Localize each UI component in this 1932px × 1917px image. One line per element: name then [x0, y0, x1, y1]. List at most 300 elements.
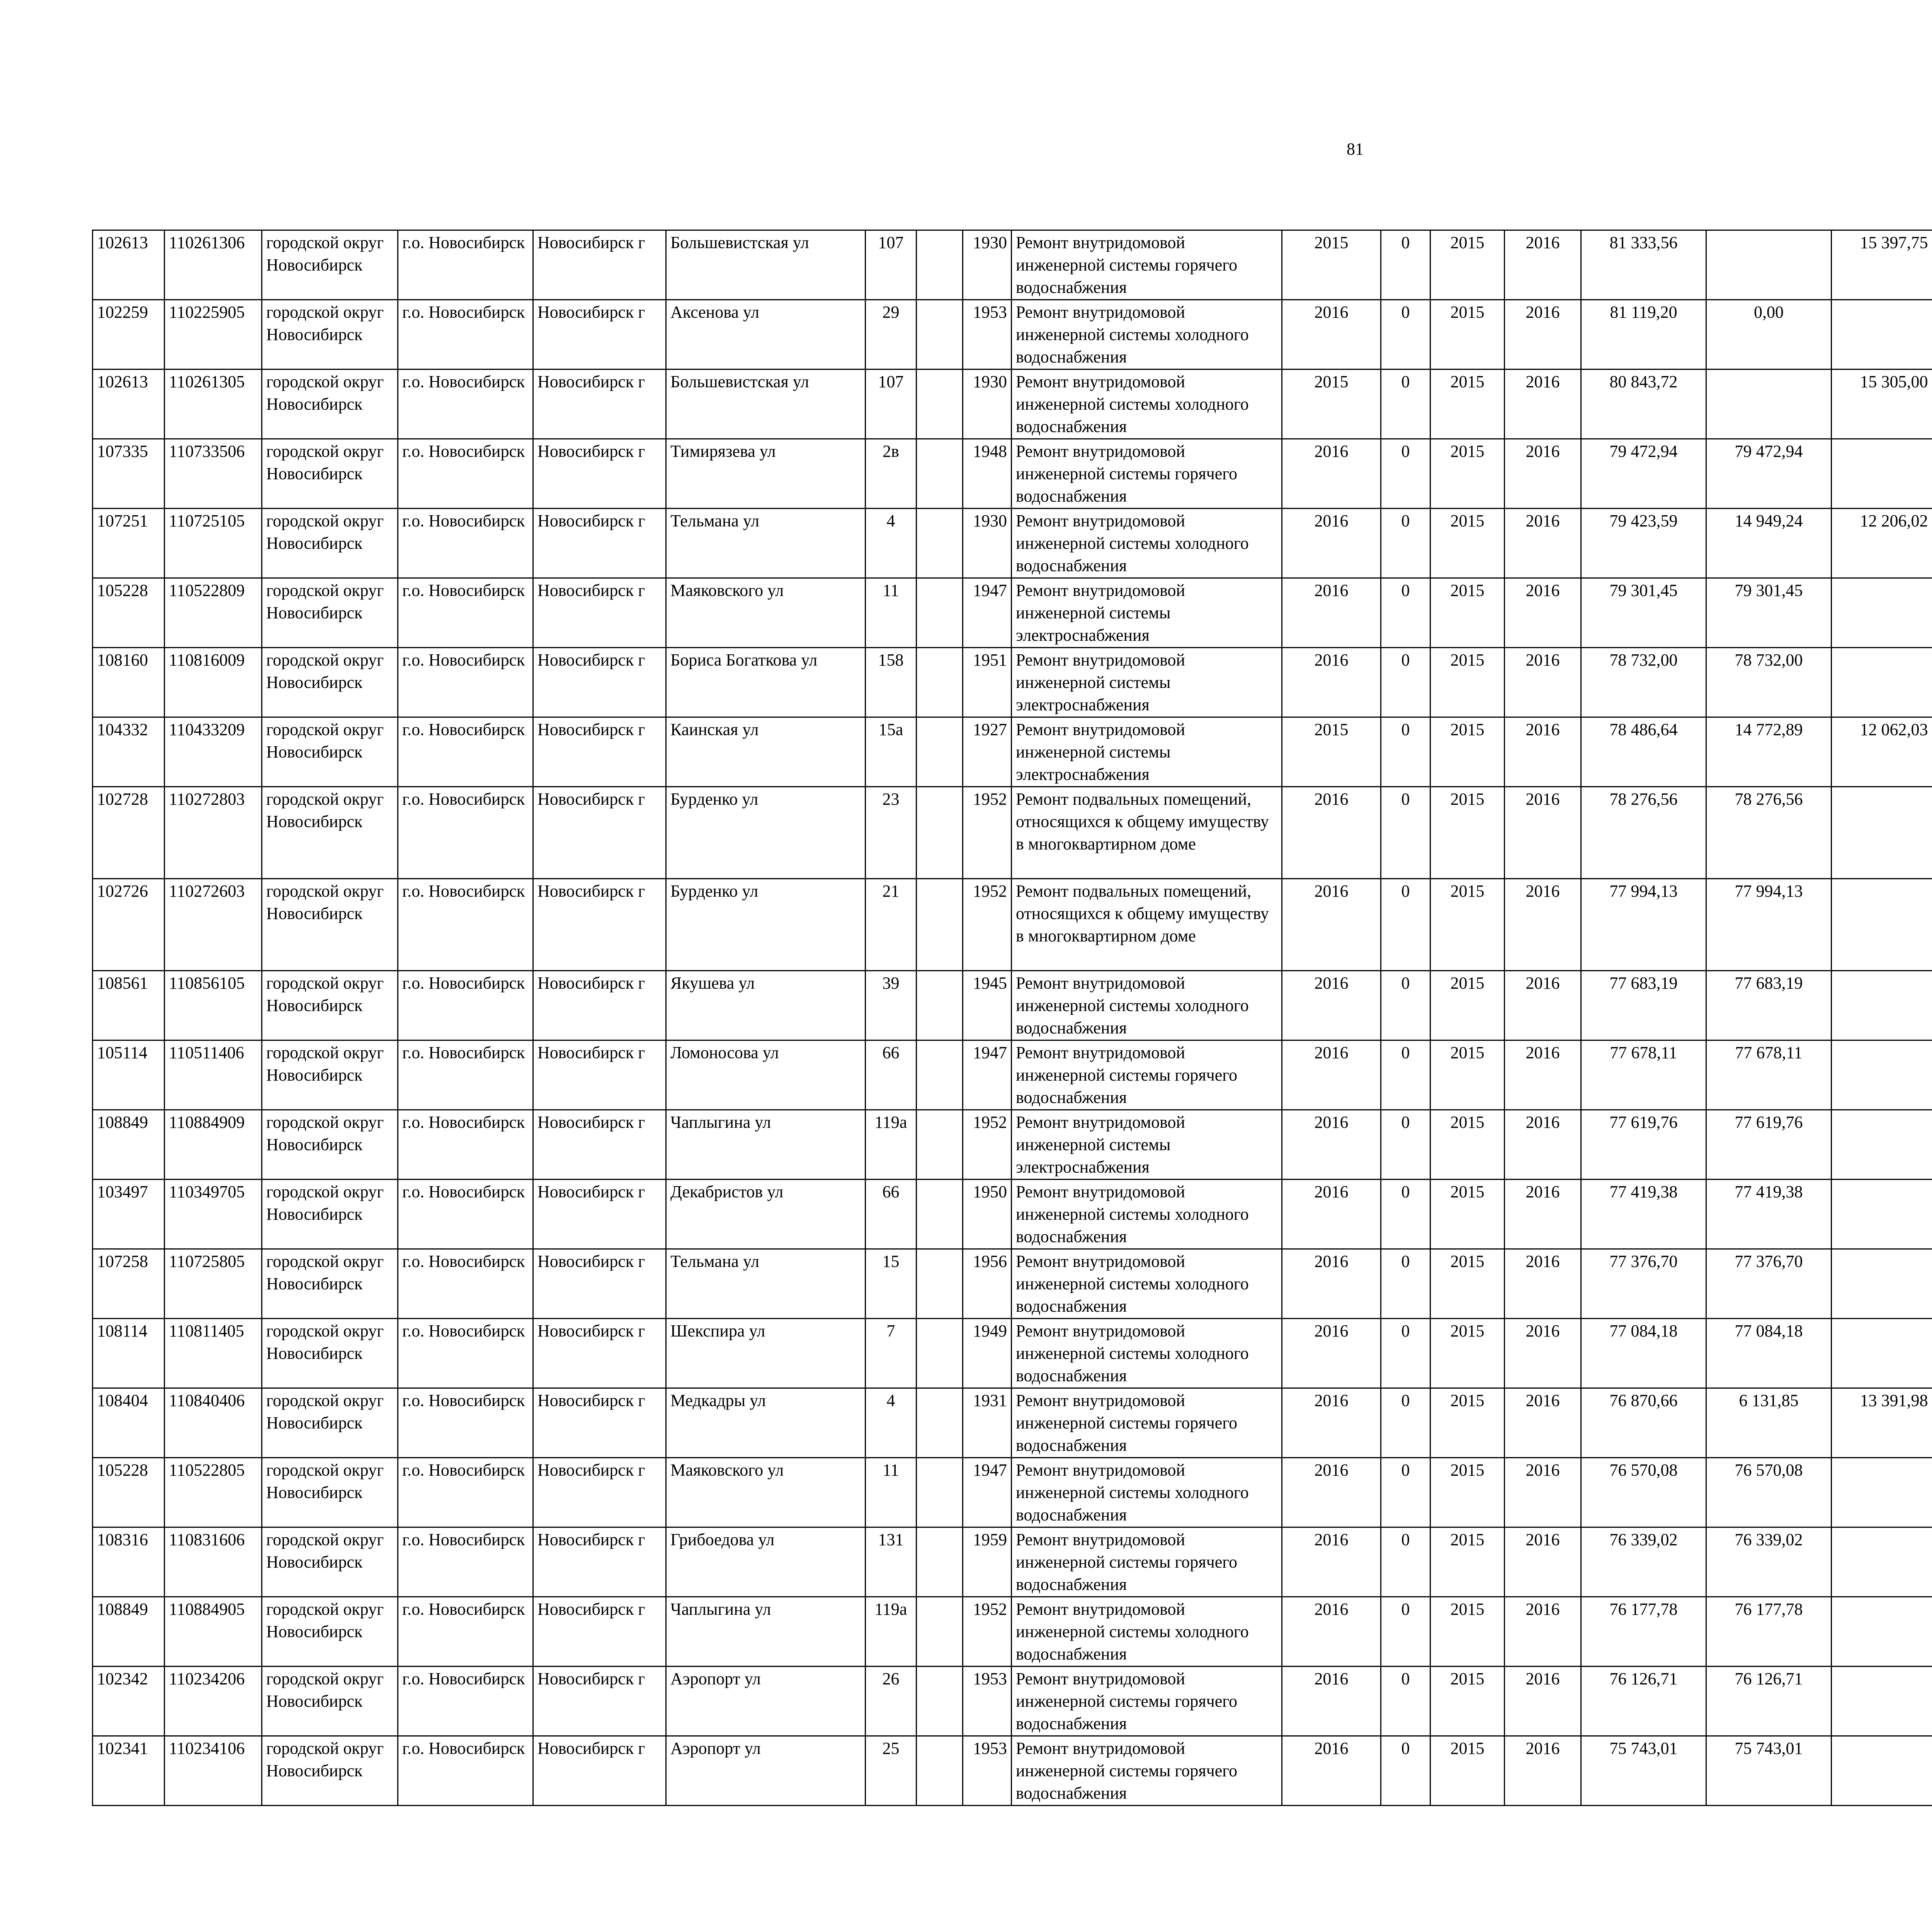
table-row [93, 1527, 1932, 1597]
period-end-cell: 2016 [1505, 1736, 1581, 1806]
period-start-cell: 2015 [1430, 971, 1505, 1040]
object-id-cell: 110272603 [165, 879, 262, 971]
period-start-cell: 2015 [1430, 1667, 1505, 1736]
work-year-cell: 2016 [1282, 1110, 1381, 1180]
settlement-cell: Новосибирск г [533, 439, 666, 509]
municipality-cell: г.о. Новосибирск [398, 439, 533, 509]
building-cell [917, 971, 963, 1040]
municipality-cell: г.о. Новосибирск [398, 1667, 533, 1736]
municipality-cell: г.о. Новосибирск [398, 648, 533, 717]
building-cell [917, 578, 963, 648]
municipal-district-cell: городской округ Новосибирск [262, 1110, 398, 1180]
total-cost-cell: 78 276,56 [1581, 787, 1706, 879]
object-id-cell: 110840406 [165, 1388, 262, 1458]
table-row [93, 1597, 1932, 1667]
work-year-cell: 2016 [1282, 787, 1381, 879]
period-start-cell: 2015 [1430, 1458, 1505, 1527]
flag-cell: 0 [1381, 971, 1430, 1040]
contribution-a-cell [1832, 879, 1932, 971]
flag-cell: 0 [1381, 1388, 1430, 1458]
settlement-cell: Новосибирск г [533, 717, 666, 787]
period-end-cell: 2016 [1505, 1527, 1581, 1597]
funds-cell: 77 376,70 [1706, 1249, 1832, 1319]
house-code-cell: 105228 [93, 578, 165, 648]
built-year-cell: 1927 [963, 717, 1012, 787]
object-id-cell: 110511406 [165, 1040, 262, 1110]
built-year-cell: 1930 [963, 369, 1012, 439]
building-cell [917, 439, 963, 509]
built-year-cell: 1956 [963, 1249, 1012, 1319]
building-cell [917, 509, 963, 578]
built-year-cell: 1945 [963, 971, 1012, 1040]
period-end-cell: 2016 [1505, 1180, 1581, 1249]
work-year-cell: 2016 [1282, 971, 1381, 1040]
contribution-a-cell [1832, 1736, 1932, 1806]
table-row [93, 369, 1932, 439]
object-id-cell: 110884905 [165, 1597, 262, 1667]
total-cost-cell: 76 339,02 [1581, 1527, 1706, 1597]
work-year-cell: 2016 [1282, 1319, 1381, 1388]
flag-cell: 0 [1381, 578, 1430, 648]
municipal-district-cell: городской округ Новосибирск [262, 1180, 398, 1249]
contribution-a-cell: 12 206,02 [1832, 509, 1932, 578]
contribution-a-cell [1832, 1319, 1932, 1388]
work-type-cell: Ремонт внутридомовой инженерной системы электроснабжения [1012, 717, 1282, 787]
table-row [93, 509, 1932, 578]
house-code-cell: 107335 [93, 439, 165, 509]
street-cell: Маяковского ул [666, 578, 866, 648]
house-number-cell: 23 [866, 787, 917, 879]
object-id-cell: 110234106 [165, 1736, 262, 1806]
total-cost-cell: 78 486,64 [1581, 717, 1706, 787]
funds-cell: 77 419,38 [1706, 1180, 1832, 1249]
work-year-cell: 2015 [1282, 369, 1381, 439]
table-row [93, 578, 1932, 648]
house-number-cell: 2в [866, 439, 917, 509]
work-type-cell: Ремонт внутридомовой инженерной системы холодного водоснабжения [1012, 1319, 1282, 1388]
building-cell [917, 230, 963, 300]
funds-cell: 78 276,56 [1706, 787, 1832, 879]
street-cell: Медкадры ул [666, 1388, 866, 1458]
flag-cell: 0 [1381, 509, 1430, 578]
work-type-cell: Ремонт внутридомовой инженерной системы холодного водоснабжения [1012, 971, 1282, 1040]
house-number-cell: 4 [866, 509, 917, 578]
object-id-cell: 110272803 [165, 787, 262, 879]
total-cost-cell: 81 333,56 [1581, 230, 1706, 300]
building-cell [917, 1458, 963, 1527]
period-end-cell: 2016 [1505, 879, 1581, 971]
object-id-cell: 110349705 [165, 1180, 262, 1249]
built-year-cell: 1947 [963, 578, 1012, 648]
flag-cell: 0 [1381, 300, 1430, 369]
municipality-cell: г.о. Новосибирск [398, 369, 533, 439]
total-cost-cell: 76 177,78 [1581, 1597, 1706, 1667]
house-number-cell: 29 [866, 300, 917, 369]
total-cost-cell: 77 994,13 [1581, 879, 1706, 971]
contribution-a-cell [1832, 1597, 1932, 1667]
total-cost-cell: 80 843,72 [1581, 369, 1706, 439]
municipality-cell: г.о. Новосибирск [398, 230, 533, 300]
house-number-cell: 4 [866, 1388, 917, 1458]
built-year-cell: 1952 [963, 1597, 1012, 1667]
funds-cell: 77 994,13 [1706, 879, 1832, 971]
work-year-cell: 2016 [1282, 509, 1381, 578]
contribution-a-cell [1832, 1667, 1932, 1736]
table-row [93, 1249, 1932, 1319]
built-year-cell: 1952 [963, 1110, 1012, 1180]
table-row [93, 1180, 1932, 1249]
flag-cell: 0 [1381, 369, 1430, 439]
work-type-cell: Ремонт внутридомовой инженерной системы холодного водоснабжения [1012, 509, 1282, 578]
work-type-cell: Ремонт подвальных помещений, относящихся к общему имуществу в многоквартирном доме [1012, 787, 1282, 879]
table-row [93, 1388, 1932, 1458]
period-start-cell: 2015 [1430, 879, 1505, 971]
period-start-cell: 2015 [1430, 787, 1505, 879]
settlement-cell: Новосибирск г [533, 1388, 666, 1458]
building-cell [917, 369, 963, 439]
building-cell [917, 1667, 963, 1736]
municipal-district-cell: городской округ Новосибирск [262, 879, 398, 971]
building-cell [917, 1319, 963, 1388]
page-number: 81 [1347, 140, 1364, 158]
funds-cell: 77 084,18 [1706, 1319, 1832, 1388]
house-number-cell: 119а [866, 1597, 917, 1667]
work-type-cell: Ремонт внутридомовой инженерной системы горячего водоснабжения [1012, 439, 1282, 509]
table-row [93, 230, 1932, 300]
period-start-cell: 2015 [1430, 1597, 1505, 1667]
work-year-cell: 2016 [1282, 1388, 1381, 1458]
municipal-district-cell: городской округ Новосибирск [262, 1388, 398, 1458]
total-cost-cell: 77 619,76 [1581, 1110, 1706, 1180]
municipality-cell: г.о. Новосибирск [398, 787, 533, 879]
built-year-cell: 1950 [963, 1180, 1012, 1249]
house-number-cell: 11 [866, 1458, 917, 1527]
built-year-cell: 1931 [963, 1388, 1012, 1458]
contribution-a-cell [1832, 1110, 1932, 1180]
street-cell: Каинская ул [666, 717, 866, 787]
house-code-cell: 102728 [93, 787, 165, 879]
house-code-cell: 108849 [93, 1110, 165, 1180]
flag-cell: 0 [1381, 439, 1430, 509]
period-start-cell: 2015 [1430, 230, 1505, 300]
contribution-a-cell [1832, 648, 1932, 717]
house-number-cell: 158 [866, 648, 917, 717]
municipal-district-cell: городской округ Новосибирск [262, 369, 398, 439]
street-cell: Тельмана ул [666, 509, 866, 578]
contribution-a-cell: 15 305,00 [1832, 369, 1932, 439]
table-row [93, 300, 1932, 369]
funds-cell: 76 177,78 [1706, 1597, 1832, 1667]
contribution-a-cell: 13 391,98 [1832, 1388, 1932, 1458]
funds-cell: 76 570,08 [1706, 1458, 1832, 1527]
contribution-a-cell [1832, 1527, 1932, 1597]
house-code-cell: 108114 [93, 1319, 165, 1388]
built-year-cell: 1952 [963, 879, 1012, 971]
total-cost-cell: 77 419,38 [1581, 1180, 1706, 1249]
funds-cell [1706, 369, 1832, 439]
flag-cell: 0 [1381, 879, 1430, 971]
work-year-cell: 2016 [1282, 648, 1381, 717]
work-year-cell: 2016 [1282, 1040, 1381, 1110]
street-cell: Аэропорт ул [666, 1736, 866, 1806]
table-row [93, 1667, 1932, 1736]
flag-cell: 0 [1381, 1040, 1430, 1110]
work-year-cell: 2015 [1282, 717, 1381, 787]
street-cell: Большевистская ул [666, 369, 866, 439]
house-code-cell: 107258 [93, 1249, 165, 1319]
settlement-cell: Новосибирск г [533, 230, 666, 300]
period-start-cell: 2015 [1430, 717, 1505, 787]
period-end-cell: 2016 [1505, 971, 1581, 1040]
work-type-cell: Ремонт внутридомовой инженерной системы электроснабжения [1012, 1110, 1282, 1180]
settlement-cell: Новосибирск г [533, 578, 666, 648]
built-year-cell: 1947 [963, 1458, 1012, 1527]
contribution-a-cell: 12 062,03 [1832, 717, 1932, 787]
total-cost-cell: 77 376,70 [1581, 1249, 1706, 1319]
house-number-cell: 66 [866, 1040, 917, 1110]
table-row [93, 1736, 1932, 1806]
funds-cell [1706, 230, 1832, 300]
total-cost-cell: 79 472,94 [1581, 439, 1706, 509]
building-cell [917, 300, 963, 369]
built-year-cell: 1953 [963, 1736, 1012, 1806]
building-cell [917, 648, 963, 717]
period-start-cell: 2015 [1430, 369, 1505, 439]
house-code-cell: 105114 [93, 1040, 165, 1110]
period-end-cell: 2016 [1505, 1597, 1581, 1667]
work-year-cell: 2016 [1282, 1736, 1381, 1806]
period-start-cell: 2015 [1430, 1249, 1505, 1319]
building-cell [917, 879, 963, 971]
street-cell: Чаплыгина ул [666, 1597, 866, 1667]
work-type-cell: Ремонт внутридомовой инженерной системы горячего водоснабжения [1012, 1040, 1282, 1110]
house-number-cell: 26 [866, 1667, 917, 1736]
object-id-cell: 110884909 [165, 1110, 262, 1180]
building-cell [917, 1388, 963, 1458]
municipal-district-cell: городской округ Новосибирск [262, 1597, 398, 1667]
municipality-cell: г.о. Новосибирск [398, 1388, 533, 1458]
table-row [93, 1040, 1932, 1110]
funds-cell: 14 949,24 [1706, 509, 1832, 578]
municipality-cell: г.о. Новосибирск [398, 1180, 533, 1249]
work-type-cell: Ремонт внутридомовой инженерной системы горячего водоснабжения [1012, 1667, 1282, 1736]
flag-cell: 0 [1381, 1597, 1430, 1667]
built-year-cell: 1951 [963, 648, 1012, 717]
built-year-cell: 1949 [963, 1319, 1012, 1388]
period-end-cell: 2016 [1505, 369, 1581, 439]
object-id-cell: 110725105 [165, 509, 262, 578]
municipal-district-cell: городской округ Новосибирск [262, 439, 398, 509]
object-id-cell: 110433209 [165, 717, 262, 787]
settlement-cell: Новосибирск г [533, 1667, 666, 1736]
total-cost-cell: 79 301,45 [1581, 578, 1706, 648]
total-cost-cell: 76 126,71 [1581, 1667, 1706, 1736]
period-end-cell: 2016 [1505, 787, 1581, 879]
house-code-cell: 105228 [93, 1458, 165, 1527]
period-end-cell: 2016 [1505, 1110, 1581, 1180]
object-id-cell: 110225905 [165, 300, 262, 369]
street-cell: Аксенова ул [666, 300, 866, 369]
municipality-cell: г.о. Новосибирск [398, 1040, 533, 1110]
municipal-district-cell: городской округ Новосибирск [262, 1527, 398, 1597]
house-number-cell: 107 [866, 369, 917, 439]
house-code-cell: 108849 [93, 1597, 165, 1667]
total-cost-cell: 81 119,20 [1581, 300, 1706, 369]
period-end-cell: 2016 [1505, 717, 1581, 787]
building-cell [917, 1180, 963, 1249]
house-number-cell: 66 [866, 1180, 917, 1249]
funds-cell: 77 619,76 [1706, 1110, 1832, 1180]
built-year-cell: 1959 [963, 1527, 1012, 1597]
municipal-district-cell: городской округ Новосибирск [262, 1458, 398, 1527]
municipality-cell: г.о. Новосибирск [398, 1597, 533, 1667]
building-cell [917, 787, 963, 879]
object-id-cell: 110522809 [165, 578, 262, 648]
house-number-cell: 7 [866, 1319, 917, 1388]
municipality-cell: г.о. Новосибирск [398, 879, 533, 971]
building-cell [917, 717, 963, 787]
object-id-cell: 110831606 [165, 1527, 262, 1597]
work-year-cell: 2016 [1282, 1458, 1381, 1527]
settlement-cell: Новосибирск г [533, 971, 666, 1040]
municipal-district-cell: городской округ Новосибирск [262, 300, 398, 369]
settlement-cell: Новосибирск г [533, 648, 666, 717]
funds-cell: 77 683,19 [1706, 971, 1832, 1040]
municipal-district-cell: городской округ Новосибирск [262, 1249, 398, 1319]
table-row [93, 1110, 1932, 1180]
work-type-cell: Ремонт внутридомовой инженерной системы электроснабжения [1012, 648, 1282, 717]
municipality-cell: г.о. Новосибирск [398, 971, 533, 1040]
street-cell: Бурденко ул [666, 879, 866, 971]
building-cell [917, 1736, 963, 1806]
municipal-district-cell: городской округ Новосибирск [262, 971, 398, 1040]
contribution-a-cell [1832, 578, 1932, 648]
municipal-district-cell: городской округ Новосибирск [262, 1667, 398, 1736]
total-cost-cell: 75 743,01 [1581, 1736, 1706, 1806]
house-code-cell: 102342 [93, 1667, 165, 1736]
house-code-cell: 108316 [93, 1527, 165, 1597]
settlement-cell: Новосибирск г [533, 1597, 666, 1667]
contribution-a-cell [1832, 439, 1932, 509]
flag-cell: 0 [1381, 648, 1430, 717]
table-row [93, 648, 1932, 717]
period-end-cell: 2016 [1505, 578, 1581, 648]
period-end-cell: 2016 [1505, 230, 1581, 300]
work-type-cell: Ремонт внутридомовой инженерной системы горячего водоснабжения [1012, 230, 1282, 300]
house-code-cell: 102726 [93, 879, 165, 971]
period-start-cell: 2015 [1430, 1319, 1505, 1388]
contribution-a-cell [1832, 1180, 1932, 1249]
work-type-cell: Ремонт внутридомовой инженерной системы холодного водоснабжения [1012, 1597, 1282, 1667]
work-year-cell: 2016 [1282, 439, 1381, 509]
period-end-cell: 2016 [1505, 1458, 1581, 1527]
work-type-cell: Ремонт внутридомовой инженерной системы холодного водоснабжения [1012, 1249, 1282, 1319]
object-id-cell: 110522805 [165, 1458, 262, 1527]
built-year-cell: 1930 [963, 509, 1012, 578]
funds-cell: 77 678,11 [1706, 1040, 1832, 1110]
flag-cell: 0 [1381, 1319, 1430, 1388]
municipal-district-cell: городской округ Новосибирск [262, 1736, 398, 1806]
settlement-cell: Новосибирск г [533, 369, 666, 439]
municipal-district-cell: городской округ Новосибирск [262, 578, 398, 648]
house-code-cell: 108160 [93, 648, 165, 717]
house-code-cell: 102341 [93, 1736, 165, 1806]
house-code-cell: 102613 [93, 369, 165, 439]
house-number-cell: 39 [866, 971, 917, 1040]
built-year-cell: 1947 [963, 1040, 1012, 1110]
street-cell: Бориса Богаткова ул [666, 648, 866, 717]
object-id-cell: 110816009 [165, 648, 262, 717]
house-number-cell: 15 [866, 1249, 917, 1319]
object-id-cell: 110725805 [165, 1249, 262, 1319]
municipal-district-cell: городской округ Новосибирск [262, 648, 398, 717]
funds-cell: 76 126,71 [1706, 1667, 1832, 1736]
municipality-cell: г.о. Новосибирск [398, 717, 533, 787]
municipality-cell: г.о. Новосибирск [398, 578, 533, 648]
work-year-cell: 2016 [1282, 1527, 1381, 1597]
total-cost-cell: 77 678,11 [1581, 1040, 1706, 1110]
contribution-a-cell [1832, 1249, 1932, 1319]
object-id-cell: 110811405 [165, 1319, 262, 1388]
municipality-cell: г.о. Новосибирск [398, 1527, 533, 1597]
municipality-cell: г.о. Новосибирск [398, 1319, 533, 1388]
table-row [93, 1458, 1932, 1527]
settlement-cell: Новосибирск г [533, 1458, 666, 1527]
house-number-cell: 21 [866, 879, 917, 971]
work-type-cell: Ремонт подвальных помещений, относящихся к общему имуществу в многоквартирном доме [1012, 879, 1282, 971]
house-number-cell: 15а [866, 717, 917, 787]
municipal-district-cell: городской округ Новосибирск [262, 1319, 398, 1388]
flag-cell: 0 [1381, 1249, 1430, 1319]
street-cell: Якушева ул [666, 971, 866, 1040]
settlement-cell: Новосибирск г [533, 1180, 666, 1249]
period-end-cell: 2016 [1505, 1667, 1581, 1736]
period-start-cell: 2015 [1430, 509, 1505, 578]
flag-cell: 0 [1381, 1458, 1430, 1527]
funds-cell: 0,00 [1706, 300, 1832, 369]
work-year-cell: 2016 [1282, 1249, 1381, 1319]
period-start-cell: 2015 [1430, 1180, 1505, 1249]
funds-cell: 6 131,85 [1706, 1388, 1832, 1458]
total-cost-cell: 76 570,08 [1581, 1458, 1706, 1527]
contribution-a-cell: 15 397,75 [1832, 230, 1932, 300]
municipal-district-cell: городской округ Новосибирск [262, 230, 398, 300]
house-code-cell: 108561 [93, 971, 165, 1040]
table-row [93, 439, 1932, 509]
municipal-district-cell: городской округ Новосибирск [262, 787, 398, 879]
settlement-cell: Новосибирск г [533, 1110, 666, 1180]
built-year-cell: 1953 [963, 1667, 1012, 1736]
period-end-cell: 2016 [1505, 509, 1581, 578]
municipal-district-cell: городской округ Новосибирск [262, 1040, 398, 1110]
municipality-cell: г.о. Новосибирск [398, 1458, 533, 1527]
funds-cell: 79 472,94 [1706, 439, 1832, 509]
work-year-cell: 2016 [1282, 1597, 1381, 1667]
street-cell: Ломоносова ул [666, 1040, 866, 1110]
house-code-cell: 108404 [93, 1388, 165, 1458]
street-cell: Грибоедова ул [666, 1527, 866, 1597]
flag-cell: 0 [1381, 1667, 1430, 1736]
street-cell: Декабристов ул [666, 1180, 866, 1249]
period-start-cell: 2015 [1430, 648, 1505, 717]
object-id-cell: 110261306 [165, 230, 262, 300]
period-start-cell: 2015 [1430, 1527, 1505, 1597]
work-year-cell: 2016 [1282, 300, 1381, 369]
built-year-cell: 1948 [963, 439, 1012, 509]
work-year-cell: 2016 [1282, 1180, 1381, 1249]
period-end-cell: 2016 [1505, 1040, 1581, 1110]
funds-cell: 76 339,02 [1706, 1527, 1832, 1597]
